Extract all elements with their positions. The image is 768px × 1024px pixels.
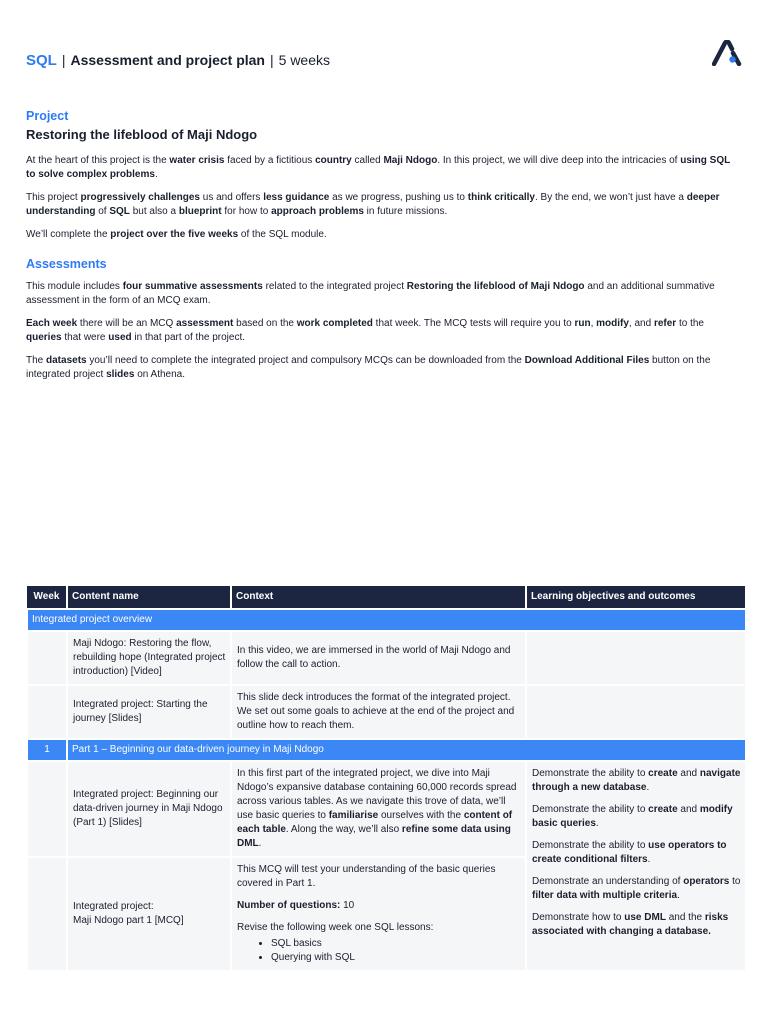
body-text: . [154,169,158,180]
body-text: . [258,838,262,849]
context-cell [231,761,526,857]
emphasis-text: progressively challenges [80,192,200,203]
body-text: that were [61,332,109,343]
body-text: . Along the way, we’ll also [285,824,402,835]
body-text: This project [26,192,81,203]
assessments-paragraph-2 [26,317,742,345]
week-cell [27,685,67,739]
body-text: of the SQL module. [238,229,327,240]
context-cell [231,857,526,971]
table-row [27,761,746,857]
body-text: . By the end, we won’t just have a [535,192,687,203]
body-text: We’ll complete the [26,229,111,240]
module-duration: 5 weeks [278,52,330,68]
stylised-A-logo-icon [712,40,744,66]
context-cell: In this video, we are immersed in the world of Maji Ndogo and follow the call to action. [231,631,526,685]
mcq-description: This MCQ will test your understanding of the basic queries covered in Part 1. [237,864,496,889]
content-cell: Integrated project: Starting the journey [Slides] [67,685,231,739]
project-paragraph-3 [26,228,742,242]
emphasis-text: operators [683,876,730,887]
body-text: as we progress, pushing us to [329,192,468,203]
emphasis-text: refer [653,318,677,329]
emphasis-text: work completed [296,318,373,329]
objectives-cell [526,685,746,739]
emphasis-text: Download Additional Files [524,355,650,366]
emphasis-text: risks associated with changing a database. [532,912,729,937]
header-separator-2: | [270,52,274,68]
body-text: us and offers [199,192,264,203]
column-header-context: Context [231,586,526,609]
body-text: there will be an MCQ [77,318,177,329]
content-line: Maji Ndogo part 1 [MCQ] [73,915,184,926]
emphasis-text: queries [26,332,62,343]
document-header [26,52,330,69]
week-cell [27,857,67,971]
column-header-content: Content name [67,586,231,609]
body-text: in future missions. [363,206,448,217]
body-text: you’ll need to complete the integrated project and compulsory MCQs can be downloaded from the [86,355,525,366]
content-line: Integrated project: [73,901,154,912]
emphasis-text: modify [596,318,629,329]
section-label-project: Project [26,109,69,123]
body-text: called [351,155,384,166]
week-number: 1 [27,739,67,761]
emphasis-text: create [648,768,678,779]
body-text: Demonstrate the ability to [532,804,649,815]
document-body [26,108,742,391]
body-text: button on the integrated project [26,355,711,380]
emphasis-text: Restoring the lifeblood of Maji Ndogo [406,281,585,292]
objective-item [532,767,741,795]
emphasis-text: use DML [624,912,666,923]
body-text: based on the [233,318,297,329]
emphasis-text: less guidance [263,192,330,203]
assessments-paragraph-3 [26,354,742,382]
objective-item [532,875,741,903]
module-name: SQL [26,52,57,69]
assessments-paragraph-1 [26,280,742,308]
table-row [27,685,746,739]
body-text: The [26,355,47,366]
body-text: that week. The MCQ tests will require you to [372,318,575,329]
body-text: . In this project, we will dive deep into the intricacies of [437,155,681,166]
body-text: , and [628,318,654,329]
body-text: related to the integrated project [262,281,407,292]
body-text: This module includes [26,281,123,292]
emphasis-text: Maji Ndogo [383,155,438,166]
emphasis-text: content of each table [237,810,513,835]
body-text: for how to [221,206,272,217]
emphasis-text: assessment [176,318,234,329]
context-cell: This slide deck introduces the format of the integrated project. We set out some goals to achieve at the end of the project and outline how to reach them. [231,685,526,739]
lesson-list [237,937,521,965]
project-plan-table [26,586,747,972]
emphasis-text: project over the five weeks [110,229,239,240]
body-text: At the heart of this project is the [26,155,170,166]
objectives-cell [526,761,746,971]
emphasis-text: filter data with multiple criteria [532,890,678,901]
question-count-value: 10 [340,900,355,911]
document-title: Assessment and project plan [70,52,265,68]
emphasis-text: approach problems [271,206,364,217]
emphasis-text: navigate through a new database [532,768,741,793]
content-cell: Maji Ndogo: Restoring the flow, rebuilding hope (Integrated project introduction) [Video] [67,631,231,685]
header-separator: | [61,52,66,68]
body-text: Demonstrate the ability to [532,768,649,779]
body-text: In this first part of the integrated project, we dive into Maji Ndogo’s expansive database containing 60,000 records spread across various tables. As we navigate this trove of data, we’ll use basic queries to [237,768,517,821]
body-text: and the [665,912,705,923]
body-text: in that part of the project. [131,332,246,343]
week-cell [27,761,67,857]
body-text: Demonstrate the ability to [532,840,649,851]
emphasis-text: refine some data using DML [237,824,511,849]
table-header-row [27,586,746,609]
body-text: . [647,854,651,865]
body-text: . [677,890,680,901]
emphasis-text: familiarise [328,810,379,821]
section-label: Integrated project overview [27,609,746,631]
emphasis-text: think critically [467,192,535,203]
project-title: Restoring the lifeblood of Maji Ndogo [26,127,258,142]
objective-item [532,839,741,867]
body-text: and [677,768,700,779]
body-text: faced by a fictitious [224,155,316,166]
objective-item [532,911,741,939]
table-row [27,631,746,685]
project-paragraph-1 [26,154,742,182]
content-cell: Integrated project: Beginning our data-driven journey in Maji Ndogo (Part 1) [Slides] [67,761,231,857]
body-text: to [729,876,741,887]
week-cell [27,631,67,685]
body-text: and [677,804,700,815]
emphasis-text: SQL [109,206,130,217]
body-text: on Athena. [134,369,186,380]
body-text: . [595,818,599,829]
emphasis-text: datasets [46,355,87,366]
emphasis-text: used [108,332,132,343]
body-text: , [590,318,597,329]
body-text: and an additional summative assessment in the form of an MCQ exam. [26,281,715,306]
emphasis-text: create [648,804,678,815]
body-text: ourselves with the [378,810,464,821]
emphasis-text: modify basic queries [532,804,733,829]
column-header-objectives: Learning objectives and outcomes [526,586,746,609]
emphasis-text: run [574,318,591,329]
column-header-week: Week [27,586,67,609]
section-row-overview [27,609,746,631]
question-count [237,899,521,913]
objective-item [532,803,741,831]
project-paragraph-2 [26,191,742,219]
emphasis-text: deeper understanding [26,192,720,217]
revision-intro: Revise the following week one SQL lessons: [237,922,434,933]
question-count-label: Number of questions: [237,900,341,911]
list-item: • Querying with SQL [271,951,521,965]
body-text: of [95,206,110,217]
body-text: Demonstrate how to [532,912,625,923]
emphasis-text: blueprint [178,206,222,217]
body-text: but also a [129,206,179,217]
emphasis-text: use operators to create conditional filters [532,840,727,865]
emphasis-text: using SQL to solve complex problems [26,155,731,180]
body-text: . [646,782,650,793]
section-heading-assessments: Assessments [26,257,107,271]
emphasis-text: water crisis [169,155,225,166]
emphasis-text: four summative assessments [122,281,263,292]
body-text: to the [676,318,704,329]
body-text: Demonstrate an understanding of [532,876,684,887]
section-row-part1 [27,739,746,761]
content-cell [67,857,231,971]
emphasis-text: slides [106,369,135,380]
objectives-cell [526,631,746,685]
emphasis-text: country [315,155,352,166]
list-item: • SQL basics [271,937,521,951]
section-label: Part 1 – Beginning our data-driven journey in Maji Ndogo [67,739,746,761]
emphasis-text: Each week [26,318,78,329]
